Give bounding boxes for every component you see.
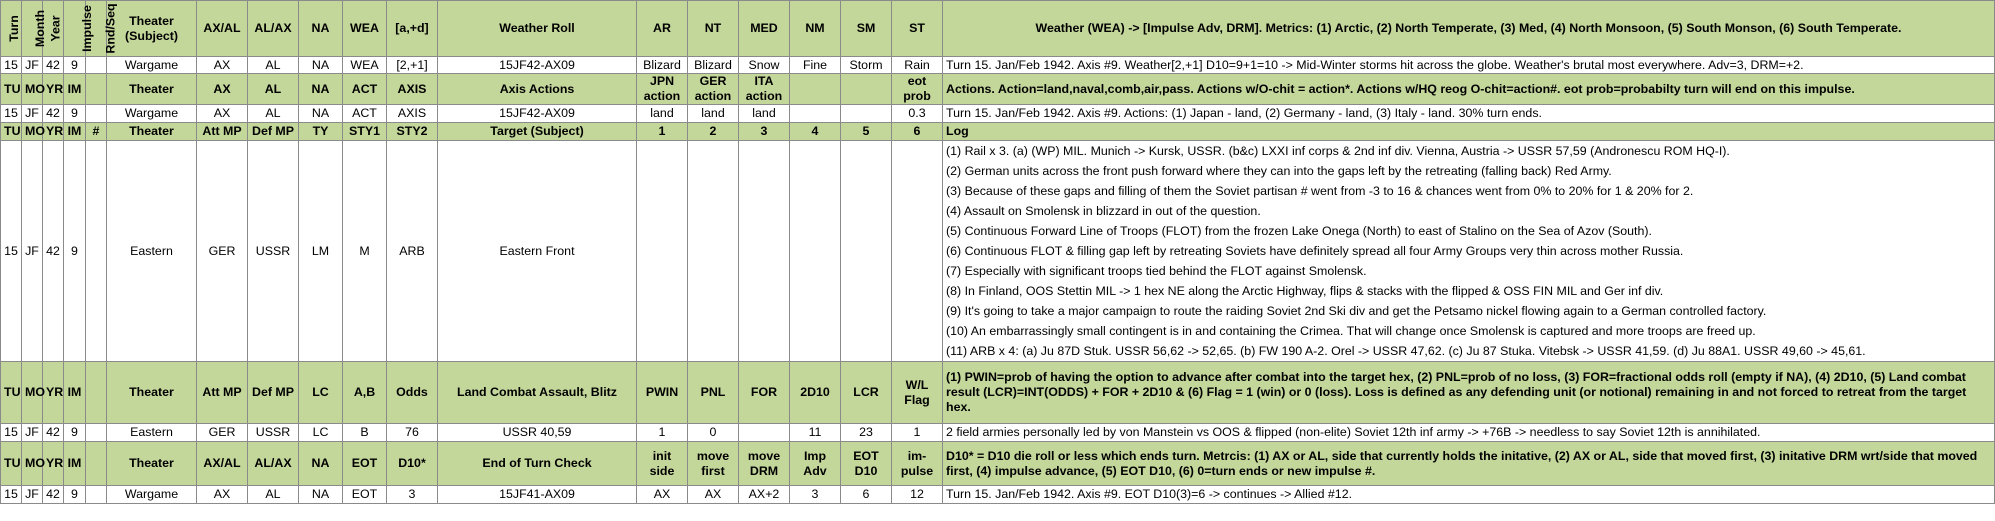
actions-notes: Turn 15. Jan/Feb 1942. Axis #9. Actions: (1) Japan - land, (2) Germany - land, (3) Italy - land. 30% turn ends. <box>943 105 1995 123</box>
col-na-header: NA <box>299 1 343 57</box>
cell-theater: Wargame <box>107 486 197 504</box>
cell-move-first: AX <box>688 486 739 504</box>
col-6-header: 6 <box>892 123 943 141</box>
cell-nm: Fine <box>790 57 841 74</box>
log-data-row <box>1 141 1995 362</box>
actions-metrics-note: Actions. Action=land,naval,comb,air,pass. Actions w/O-chit = action*. Actions w/HQ reog O-chit=action#. eot prob=probabilty turn will end on this impulse. <box>943 74 1995 105</box>
col-land-combat-header: Land Combat Assault, Blitz <box>438 362 637 424</box>
cell-axis: AXIS <box>387 105 438 123</box>
cell-2 <box>688 141 739 362</box>
cell-rnd <box>86 105 107 123</box>
cell-wea: WEA <box>343 57 387 74</box>
cell-ar: Blizard <box>637 57 688 74</box>
cell-target: USSR 40,59 <box>438 424 637 442</box>
log-entry: (1) Rail x 3. (a) (WP) MIL. Munich -> Kursk, USSR. (b&c) LXXI inf corps & 2nd inf div. Vienna, Austria -> USSR 57,59 (Andronescu ROM HQ-I). <box>946 144 1730 158</box>
col-tu-header: TU <box>1 362 22 424</box>
col-target-header: Target (Subject) <box>438 123 637 141</box>
col-pwin-header: PWIN <box>637 362 688 424</box>
cell-month: JF <box>22 105 43 123</box>
cell-al: AL <box>248 105 299 123</box>
col-mo-header: MO <box>22 74 43 105</box>
cell-1 <box>637 141 688 362</box>
col-2d10-header: 2D10 <box>790 362 841 424</box>
cell-med: Snow <box>739 57 790 74</box>
cell-rnd <box>86 57 107 74</box>
col-year-header: Year <box>43 1 64 57</box>
col-theater-header: Theater <box>107 362 197 424</box>
col-axis-header: AXIS <box>387 74 438 105</box>
cell-imp-adv: 3 <box>790 486 841 504</box>
log-entry: (2) German units across the front push forward where they can into the gaps left by the retreating (falling back) Red Army. <box>946 164 1612 178</box>
log-entry: (4) Assault on Smolensk in blizzard in out of the question. <box>946 204 1261 218</box>
col-im-header: IM <box>64 442 86 486</box>
log-entry: (11) ARB x 4: (a) Ju 87D Stuk. USSR 56,62 -> 52,65. (b) FW 190 A-2. Orel -> USSR 47,62. (c) Ju 87 Stuka. Vitebsk -> USSR 41,59. (d) Ju 88A1. USSR 49,60 -> 45,61. <box>946 344 1866 358</box>
col-ita-header: ITA action <box>739 74 790 105</box>
col-theater-header: Theater <box>107 123 197 141</box>
col-jpn-header: JPN action <box>637 74 688 105</box>
log-entry: (5) Continuous Forward Line of Troops (FLOT) from the frozen Lake Onega (North) to east of Stalino on the Sea of Azov (South). <box>946 224 1652 238</box>
col-ax-header: AX <box>197 74 248 105</box>
cell-ita: land <box>739 105 790 123</box>
col-for-header: FOR <box>739 362 790 424</box>
cell-impulse-next: 12 <box>892 486 943 504</box>
weather-data-row <box>1 57 1995 74</box>
weather-metrics-note: Weather (WEA) -> [Impulse Adv, DRM]. Metrics: (1) Arctic, (2) North Temperate, (3) Med, (4) North Monsoon, (5) South Monson, (6) South Temperate. <box>943 1 1995 57</box>
log-entries <box>943 141 1995 362</box>
axis-actions-data-row <box>1 105 1995 123</box>
cell-pnl: 0 <box>688 424 739 442</box>
cell-turn: 15 <box>1 486 22 504</box>
land-combat-data-row <box>1 424 1995 442</box>
cell-lcr: 23 <box>841 424 892 442</box>
cell-year: 42 <box>43 486 64 504</box>
col-axal-header: AX/AL <box>197 442 248 486</box>
col-mo-header: MO <box>22 123 43 141</box>
cell-ab: B <box>343 424 387 442</box>
col-sty2-header: STY2 <box>387 123 438 141</box>
cell-att-mp: GER <box>197 424 248 442</box>
col-mo-header: MO <box>22 442 43 486</box>
cell-theater: Wargame <box>107 105 197 123</box>
col-impulse-header: im- pulse <box>892 442 943 486</box>
col-na-header: NA <box>299 442 343 486</box>
log-entry: (10) An embarrassingly small contingent is in and containing the Crimea. That will change once Smolensk is captured and more troops are freed up. <box>946 324 1756 338</box>
cell-5 <box>841 105 892 123</box>
cell-nt: Blizard <box>688 57 739 74</box>
cell-ax: AX <box>197 105 248 123</box>
cell-sm: Storm <box>841 57 892 74</box>
cell-impulse: 9 <box>64 141 86 362</box>
cell-eot-d10: 6 <box>841 486 892 504</box>
cell-roll: 15JF41-AX09 <box>438 486 637 504</box>
col-act-header: ACT <box>343 74 387 105</box>
log-entry: (7) Especially with significant troops tied behind the FLOT against Smolensk. <box>946 264 1367 278</box>
col-tu-header: TU <box>1 74 22 105</box>
col-5-header: 5 <box>841 123 892 141</box>
log-header: Log <box>943 123 1995 141</box>
cell-impulse: 9 <box>64 424 86 442</box>
col-yr-header: YR <box>43 362 64 424</box>
cell-theater: Eastern <box>107 141 197 362</box>
weather-notes: Turn 15. Jan/Feb 1942. Axis #9. Weather[2,+1] D10=9+1=10 -> Mid-Winter storms hit across the globe. Weather's brutal most everywhere. Adv=3, DRM=+2. <box>943 57 1995 74</box>
cell-impulse: 9 <box>64 486 86 504</box>
col-odds-header: Odds <box>387 362 438 424</box>
cell-na: NA <box>299 57 343 74</box>
eot-notes: Turn 15. Jan/Feb 1942. Axis #9. EOT D10(3)=6 -> continues -> Allied #12. <box>943 486 1995 504</box>
cell-turn: 15 <box>1 141 22 362</box>
cell-att-mp: GER <box>197 141 248 362</box>
col-eot-prob-header: eot prob <box>892 74 943 105</box>
cell-axal: AX <box>197 57 248 74</box>
cell-year: 42 <box>43 141 64 362</box>
col-axal-header: AX/AL <box>197 1 248 57</box>
col-4-header: 4 <box>790 123 841 141</box>
cell-st: Rain <box>892 57 943 74</box>
end-of-turn-header-row <box>1 442 1995 486</box>
cell-eot-prob: 0.3 <box>892 105 943 123</box>
cell-impulse: 9 <box>64 57 86 74</box>
cell-alax: AL <box>248 57 299 74</box>
cell-turn: 15 <box>1 424 22 442</box>
col-eot-header: EOT <box>343 442 387 486</box>
cell-year: 42 <box>43 105 64 123</box>
col-tu-header: TU <box>1 442 22 486</box>
cell-turn: 15 <box>1 57 22 74</box>
col-im-header: IM <box>64 74 86 105</box>
col-nm-header: NM <box>790 1 841 57</box>
col-ar-header: AR <box>637 1 688 57</box>
col-im-header: IM <box>64 362 86 424</box>
cell-flag: 1 <box>892 424 943 442</box>
col-ger-header: GER action <box>688 74 739 105</box>
log-entry: (6) Continuous FLOT & filling gap left by retreating Soviets have definitely spread all four Army Groups very thin across mother Russia. <box>946 244 1684 258</box>
col-med-header: MED <box>739 1 790 57</box>
col-att-mp-header: Att MP <box>197 123 248 141</box>
col-rnd-header <box>86 362 107 424</box>
col-impulse-header: Impulse <box>64 1 86 57</box>
col-seq-header: # <box>86 123 107 141</box>
cell-def-mp: USSR <box>248 424 299 442</box>
cell-4 <box>790 141 841 362</box>
col-yr-header: YR <box>43 442 64 486</box>
col-1-header: 1 <box>637 123 688 141</box>
col-3-header: 3 <box>739 123 790 141</box>
col-tu-header: TU <box>1 123 22 141</box>
cell-ger: land <box>688 105 739 123</box>
col-5-header <box>841 74 892 105</box>
col-def-mp-header: Def MP <box>248 362 299 424</box>
col-2-header: 2 <box>688 123 739 141</box>
cell-month: JF <box>22 141 43 362</box>
land-combat-header-row <box>1 362 1995 424</box>
col-na-header: NA <box>299 74 343 105</box>
col-nt-header: NT <box>688 1 739 57</box>
col-rnd-header: Rnd/Seq <box>86 1 107 57</box>
col-sty1-header: STY1 <box>343 123 387 141</box>
cell-sty1: M <box>343 141 387 362</box>
col-flag-header: W/L Flag <box>892 362 943 424</box>
col-ad-header: [a,+d] <box>387 1 438 57</box>
cell-ad: [2,+1] <box>387 57 438 74</box>
col-def-mp-header: Def MP <box>248 123 299 141</box>
combat-notes: 2 field armies personally led by von Manstein vs OOS & flipped (non-elite) Soviet 12th inf army -> +76B -> needless to say Soviet 12th is annihilated. <box>943 424 1995 442</box>
cell-theater: Eastern <box>107 424 197 442</box>
cell-6 <box>892 141 943 362</box>
cell-odds: 76 <box>387 424 438 442</box>
col-move-first-header: move first <box>688 442 739 486</box>
cell-def-mp: USSR <box>248 141 299 362</box>
weather-header-row <box>1 1 1995 57</box>
col-alax-header: AL/AX <box>248 442 299 486</box>
col-theater-header: Theater (Subject) <box>107 1 197 57</box>
col-turn-header: Turn <box>1 1 22 57</box>
log-entry: (3) Because of these gaps and filling of them the Soviet partisan # went from -3 to 16 & chances went from 0% to 20% for 1 & 20% for 2. <box>946 184 1694 198</box>
col-axis-actions-header: Axis Actions <box>438 74 637 105</box>
cell-year: 42 <box>43 57 64 74</box>
cell-d10: 3 <box>387 486 438 504</box>
col-theater-header: Theater <box>107 74 197 105</box>
cell-for <box>739 424 790 442</box>
col-eot-d10-header: EOT D10 <box>841 442 892 486</box>
col-yr-header: YR <box>43 123 64 141</box>
col-roll-header: Weather Roll <box>438 1 637 57</box>
cell-roll: 15JF42-AX09 <box>438 105 637 123</box>
log-entry: (8) In Finland, OOS Stettin MIL -> 1 hex NE along the Arctic Highway, flips & stacks with the flipped & OSS FIN MIL and Ger inf div. <box>946 284 1664 298</box>
cell-target: Eastern Front <box>438 141 637 362</box>
col-att-mp-header: Att MP <box>197 362 248 424</box>
col-init-side-header: init side <box>637 442 688 486</box>
col-wea-header: WEA <box>343 1 387 57</box>
cell-act: ACT <box>343 105 387 123</box>
col-imp-adv-header: Imp Adv <box>790 442 841 486</box>
col-move-drm-header: move DRM <box>739 442 790 486</box>
col-sm-header: SM <box>841 1 892 57</box>
cell-roll: 15JF42-AX09 <box>438 57 637 74</box>
cell-seq <box>86 141 107 362</box>
cell-lc: LC <box>299 424 343 442</box>
cell-turn: 15 <box>1 105 22 123</box>
cell-5 <box>841 141 892 362</box>
cell-month: JF <box>22 57 43 74</box>
col-d10-header: D10* <box>387 442 438 486</box>
col-end-of-turn-header: End of Turn Check <box>438 442 637 486</box>
col-lcr-header: LCR <box>841 362 892 424</box>
col-month-header: Month <box>22 1 43 57</box>
cell-4 <box>790 105 841 123</box>
end-of-turn-data-row <box>1 486 1995 504</box>
cell-year: 42 <box>43 424 64 442</box>
cell-jpn: land <box>637 105 688 123</box>
col-4-header <box>790 74 841 105</box>
cell-axal: AX <box>197 486 248 504</box>
cell-pwin: 1 <box>637 424 688 442</box>
col-al-header: AL <box>248 74 299 105</box>
cell-eot: EOT <box>343 486 387 504</box>
col-theater-header: Theater <box>107 442 197 486</box>
col-pnl-header: PNL <box>688 362 739 424</box>
cell-ty: LM <box>299 141 343 362</box>
cell-na: NA <box>299 486 343 504</box>
cell-3 <box>739 141 790 362</box>
col-ty-header: TY <box>299 123 343 141</box>
eot-metrics-note: D10* = D10 die roll or less which ends turn. Metrcis: (1) AX or AL, side that currently holds the initative, (2) AX or AL, side that moved first, (3) initative DRM wrt/side that moved first, (4) impulse advance, (5) EOT D10, (6) 0=turn ends or new impulse #. <box>943 442 1995 486</box>
col-rnd-header <box>86 74 107 105</box>
cell-2d10: 11 <box>790 424 841 442</box>
col-rnd-header <box>86 442 107 486</box>
combat-metrics-note: (1) PWIN=prob of having the option to advance after combat into the target hex, (2) PNL=prob of no loss, (3) FOR=fractional odds roll (empty if NA), (4) 2D10, (5) Land combat result (LCR)=INT(ODDS) + FOR + 2D10 & (6) Flag = 1 (win) or 0 (loss). Loss is defined as any defending unit (or notional) remaining in and not forced to retreat from the target hex. <box>943 362 1995 424</box>
col-lc-header: LC <box>299 362 343 424</box>
cell-impulse: 9 <box>64 105 86 123</box>
col-yr-header: YR <box>43 74 64 105</box>
col-mo-header: MO <box>22 362 43 424</box>
col-ab-header: A,B <box>343 362 387 424</box>
cell-month: JF <box>22 424 43 442</box>
col-im-header: IM <box>64 123 86 141</box>
log-header-row <box>1 123 1995 141</box>
cell-na: NA <box>299 105 343 123</box>
cell-sty2: ARB <box>387 141 438 362</box>
cell-month: JF <box>22 486 43 504</box>
cell-alax: AL <box>248 486 299 504</box>
cell-rnd <box>86 424 107 442</box>
axis-actions-header-row <box>1 74 1995 105</box>
cell-move-drm: AX+2 <box>739 486 790 504</box>
col-alax-header: AL/AX <box>248 1 299 57</box>
cell-init-side: AX <box>637 486 688 504</box>
col-st-header: ST <box>892 1 943 57</box>
cell-rnd <box>86 486 107 504</box>
cell-theater: Wargame <box>107 57 197 74</box>
log-entry: (9) It's going to take a major campaign to route the raiding Soviet 2nd Ski div and get the Petsamo nickel flowing again to a German controlled factory. <box>946 304 1767 318</box>
